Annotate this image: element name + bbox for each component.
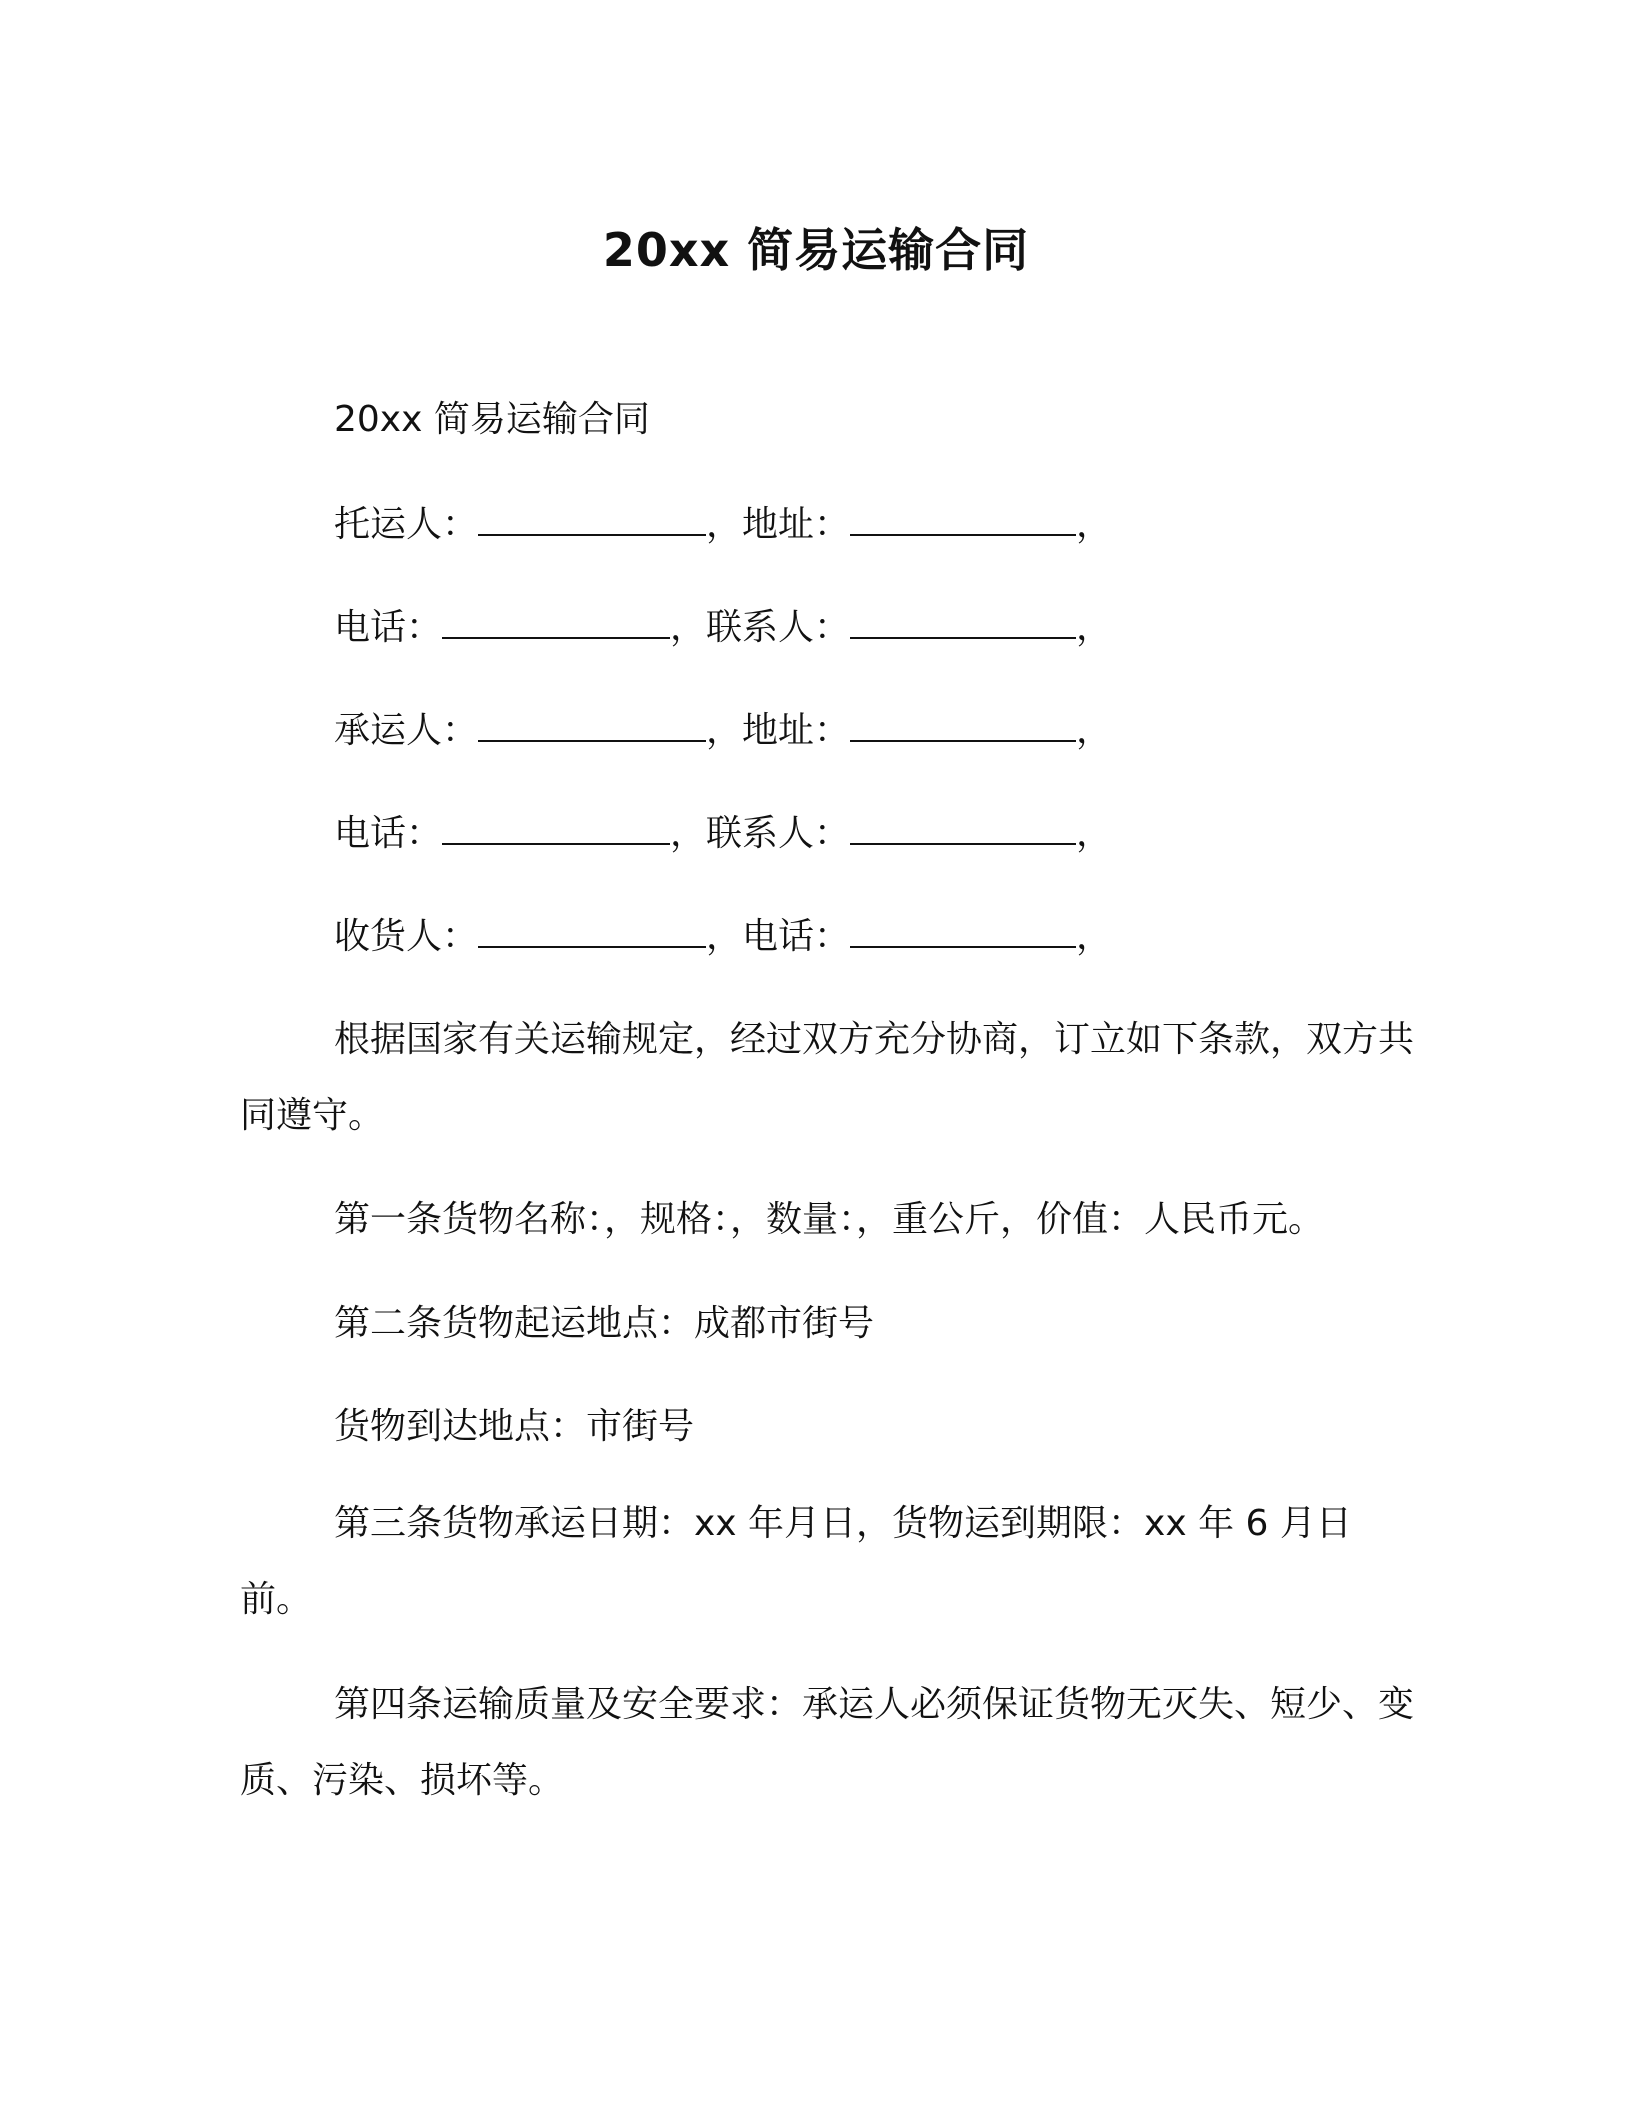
consignee-blank	[478, 912, 706, 948]
carrier-address-blank	[850, 706, 1076, 742]
carrier-label: 承运人：	[334, 710, 479, 751]
article-2-destination: 货物到达地点：市街号	[334, 1406, 695, 1447]
intro-paragraph: 根据国家有关运输规定，经过双方充分协商，订立如下条款，双方共同遵守。	[240, 1019, 1415, 1136]
consignee-line	[334, 912, 1112, 961]
line-end: ，	[1076, 916, 1113, 957]
carrier-address-label: ，地址：	[706, 710, 851, 751]
contact-label: ，联系人：	[670, 607, 851, 648]
line-end: ，	[1076, 607, 1113, 648]
shipper-blank	[478, 500, 706, 536]
subtitle: 20xx 简易运输合同	[334, 399, 650, 440]
phone-blank	[442, 603, 670, 639]
shipper-address-label: ，地址：	[706, 504, 851, 545]
article-3: 第三条货物承运日期：xx 年月日，货物运到期限：xx 年 6 月日前。	[240, 1503, 1352, 1620]
article-1: 第一条货物名称：，规格：，数量：，重公斤，价值：人民币元。	[334, 1199, 1325, 1240]
carrier-blank	[478, 706, 706, 742]
phone-label: 电话：	[334, 813, 443, 854]
contact-blank	[850, 809, 1076, 845]
contact-label: ，联系人：	[670, 813, 851, 854]
article-2: 第二条货物起运地点：成都市街号	[334, 1303, 875, 1344]
shipper-address-blank	[850, 500, 1076, 536]
consignee-phone-label: ，电话：	[706, 916, 851, 957]
carrier-phone-line	[334, 809, 1112, 858]
phone-blank	[442, 809, 670, 845]
line-end: ，	[1076, 813, 1113, 854]
document-title: 20xx 简易运输合同	[602, 223, 1030, 277]
phone-label: 电话：	[334, 607, 443, 648]
shipper-line	[334, 500, 1112, 549]
contact-blank	[850, 603, 1076, 639]
article-4: 第四条运输质量及安全要求：承运人必须保证货物无灭失、短少、变质、污染、损坏等。	[240, 1684, 1415, 1801]
consignee-phone-blank	[850, 912, 1076, 948]
carrier-line	[334, 706, 1112, 755]
line-end: ，	[1076, 504, 1113, 545]
shipper-phone-line	[334, 603, 1112, 652]
shipper-label: 托运人：	[334, 504, 479, 545]
line-end: ，	[1076, 710, 1113, 751]
consignee-label: 收货人：	[334, 916, 479, 957]
